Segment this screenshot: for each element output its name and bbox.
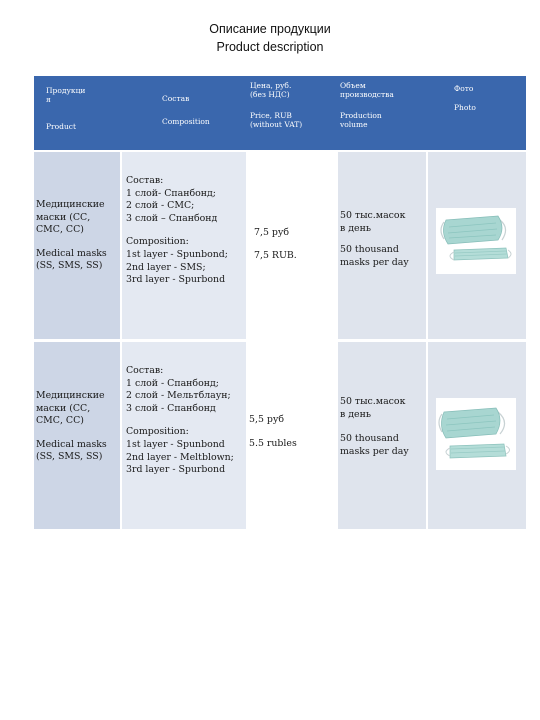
composition-cell: Состав: 1 слой - Спанбонд; 2 слой - Мельтблаун; 3 слой - Спанбонд Composition: 1st layer - Spunbond 2nd layer - Meltblown; 3rd layer - Spurbond: [122, 342, 246, 529]
table-row: [34, 152, 526, 339]
title-ru: Описание продукции: [209, 22, 331, 36]
header-product: Продукци я Product: [46, 86, 86, 131]
photo-cell: [428, 152, 526, 339]
header-composition: Состав Composition: [162, 94, 210, 126]
header-volume: Объем производства Production volume: [340, 81, 394, 129]
price-cell: 5,5 руб 5.5 rubles: [248, 342, 336, 529]
surgical-mask-photo: [436, 208, 516, 274]
price-cell: 7,5 руб 7,5 RUB.: [248, 152, 336, 339]
header-price: Цена, руб. (без НДС) Price, RUB (without VAT): [250, 81, 303, 129]
table-header: [34, 76, 526, 150]
page-title: [0, 20, 540, 56]
table-row: [34, 342, 526, 529]
composition-cell: Состав: 1 слой- Спанбонд; 2 слой - СМС; 3 слой – Спанбонд Composition: 1st layer - Spunbond; 2nd layer - SMS; 3rd layer - Spurbond: [122, 152, 246, 339]
product-cell: Медицинские маски (СС, СМС, СС) Medical masks (SS, SMS, SS): [34, 342, 120, 529]
header-photo: Фото Photo: [454, 84, 476, 112]
volume-cell: 50 тыс.масок в день 50 thousand masks per day: [338, 342, 426, 529]
product-cell: Медицинские маски (СС, СМС, СС) Medical masks (SS, SMS, SS): [34, 152, 120, 339]
photo-cell: [428, 342, 526, 529]
surgical-mask-photo: [436, 398, 516, 470]
surgical-mask-icon: [436, 398, 516, 470]
surgical-mask-icon: [436, 208, 516, 274]
volume-cell: 50 тыс.масок в день 50 thousand masks per day: [338, 152, 426, 339]
title-en: Product description: [216, 40, 324, 54]
